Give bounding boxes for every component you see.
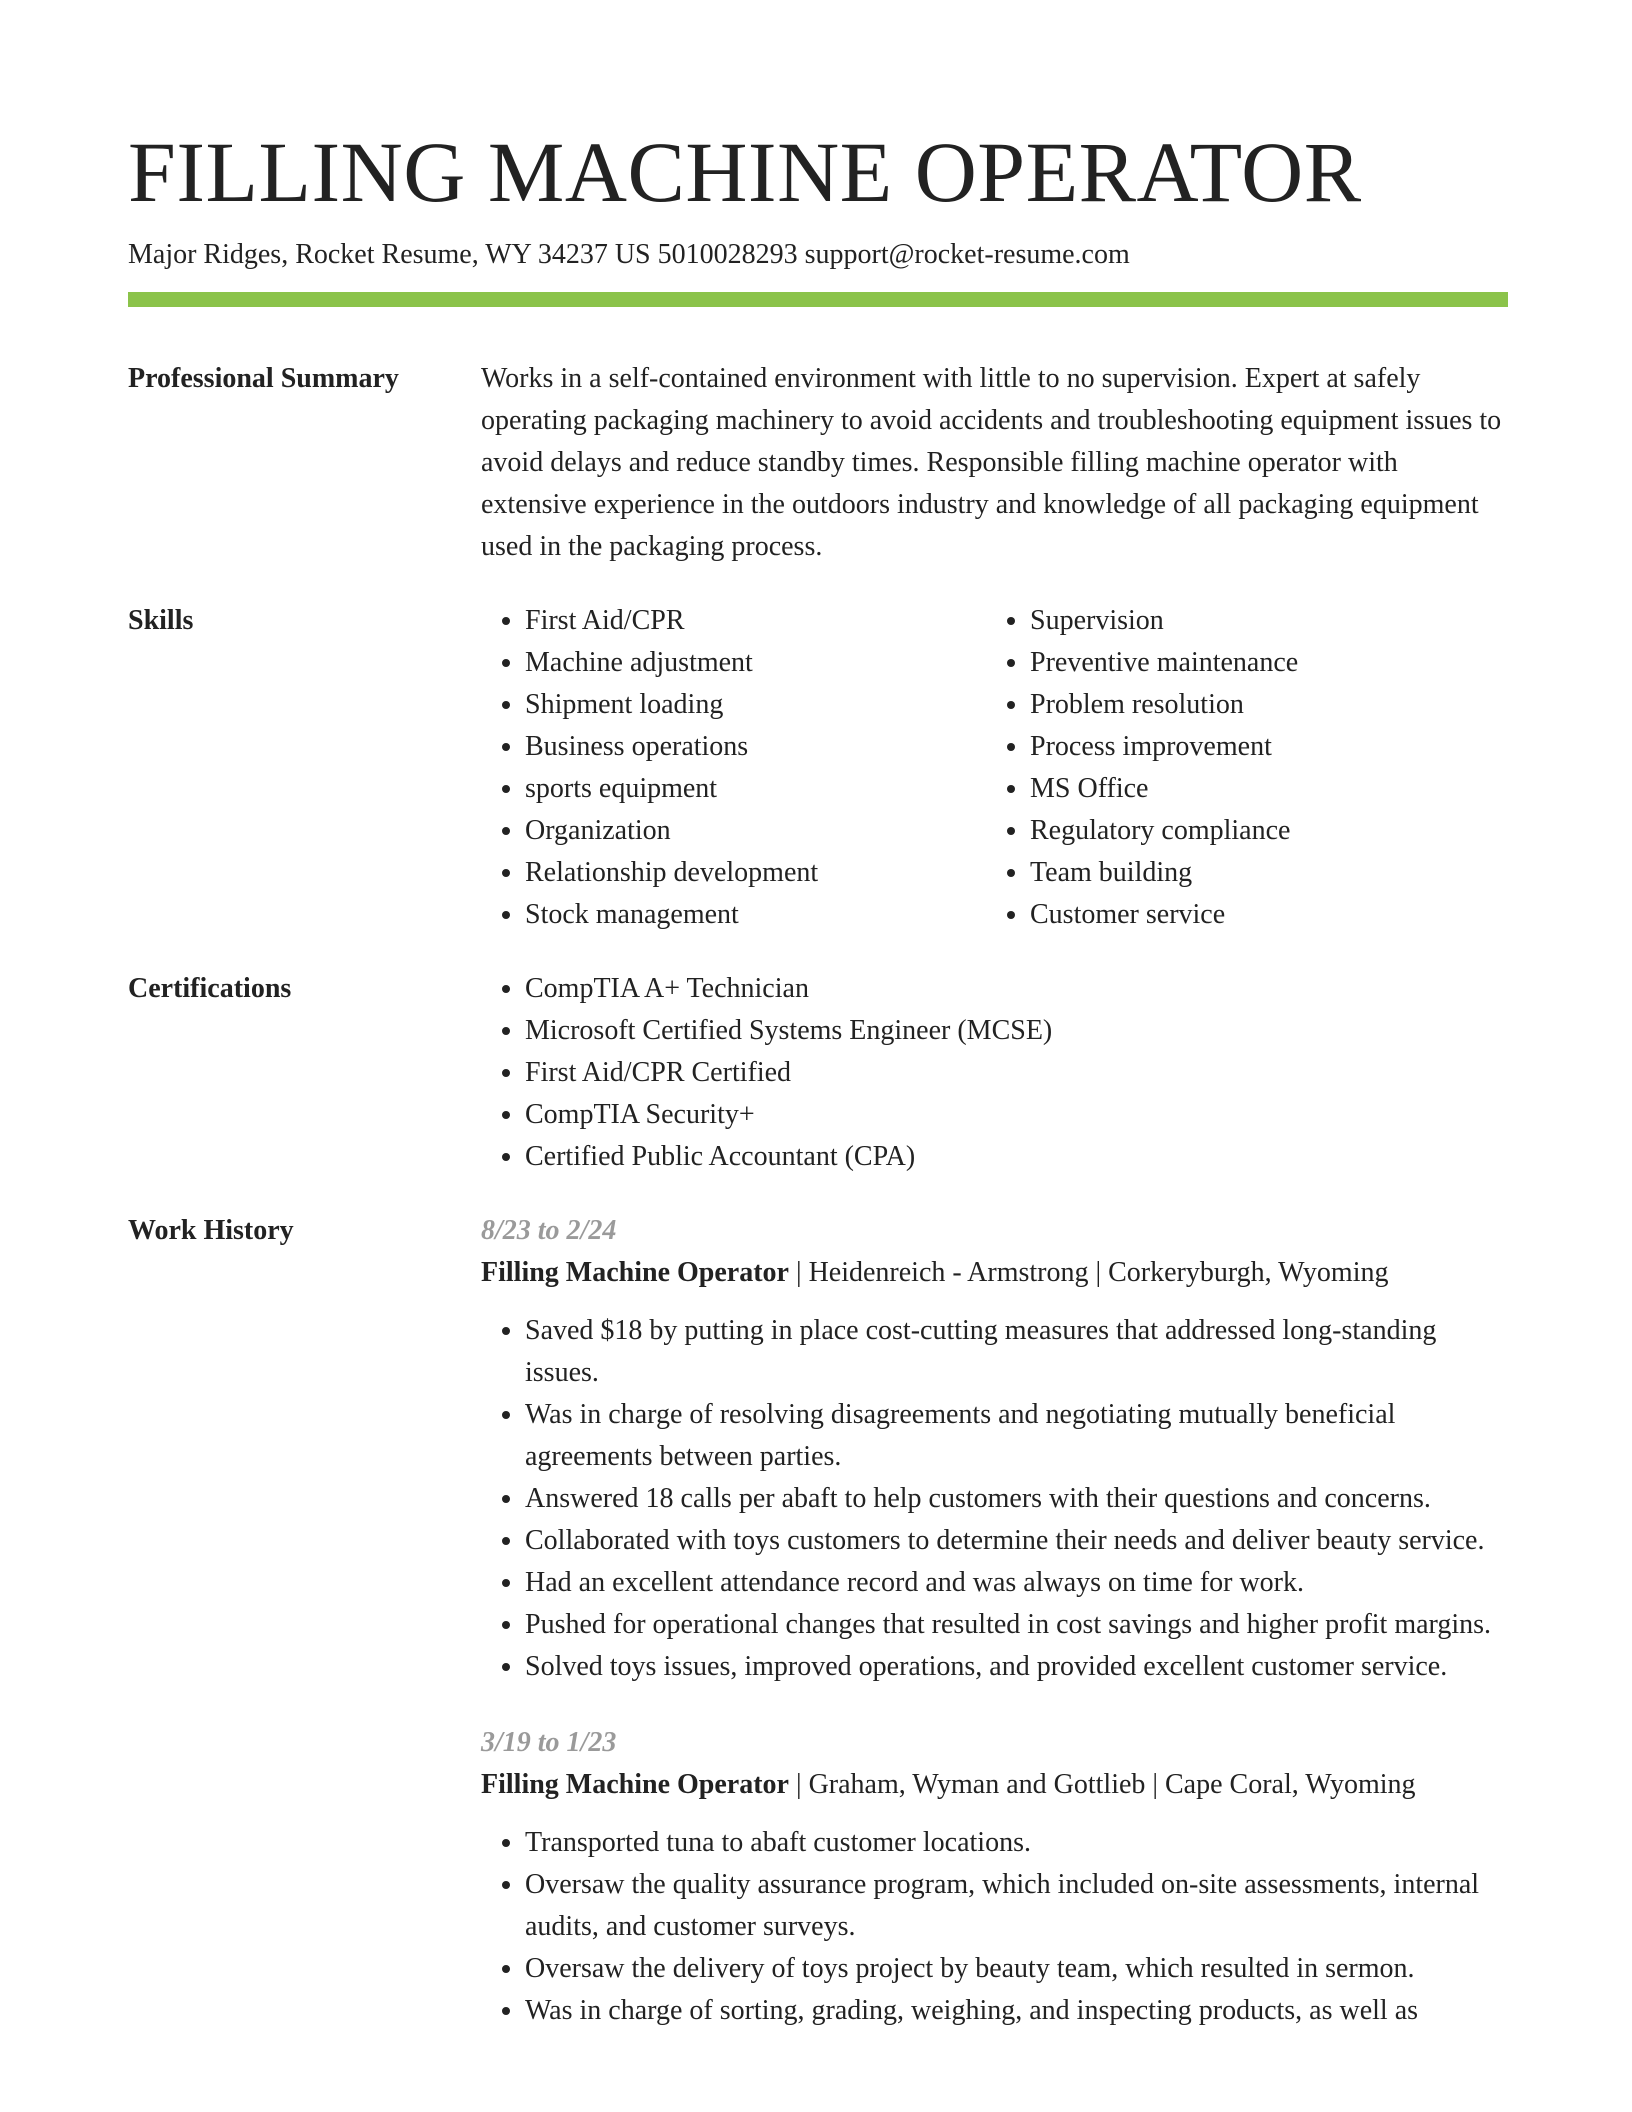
skill-item: • Regulatory compliance: [1030, 810, 1500, 852]
job-title: Filling Machine Operator: [481, 1769, 789, 1800]
job-dates: 8/23 to 2/24: [481, 1215, 617, 1246]
job-bullet: • Transported tuna to abaft customer locations.: [525, 1822, 1508, 1864]
section-title-skills: Skills: [128, 605, 194, 636]
skill-item: • sports equipment: [525, 768, 986, 810]
job-bullet: • Pushed for operational changes that resulted in cost savings and higher profit margins.: [525, 1604, 1508, 1646]
skills-list-col1: [481, 600, 986, 936]
certification-item: • Microsoft Certified Systems Engineer (MCSE): [525, 1010, 1508, 1052]
section-title-certifications: Certifications: [128, 973, 292, 1004]
job-title: Filling Machine Operator: [481, 1257, 789, 1288]
certifications-list: [481, 968, 1508, 1178]
job-bullet: • Solved toys issues, improved operations, and provided excellent customer service.: [525, 1646, 1508, 1688]
skill-item: • Customer service: [1030, 894, 1500, 936]
skill-item: • Supervision: [1030, 600, 1500, 642]
job-bullet: • Was in charge of resolving disagreements and negotiating mutually beneficial agreements between parties.: [525, 1394, 1508, 1478]
skill-item: • First Aid/CPR: [525, 600, 986, 642]
skill-item: • Relationship development: [525, 852, 986, 894]
skill-item: • Problem resolution: [1030, 684, 1500, 726]
section-professional-summary: [128, 358, 1508, 568]
skill-item: • Team building: [1030, 852, 1500, 894]
skill-item: • Organization: [525, 810, 986, 852]
skills-columns: [481, 600, 1508, 936]
summary-text: Works in a self-contained environment with little to no supervision. Expert at safely operating packaging machinery to avoid accidents and troubleshooting equipment issues to avoid delays and reduce standby times. Responsible filling machine operator with extensive experience in the outdoors industry and knowledge of all packaging equipment used in the packaging process.: [481, 363, 1502, 562]
contact-line: Major Ridges, Rocket Resume, WY 34237 US 5010028293 support@rocket-resume.com: [128, 239, 1130, 270]
resume-page: [128, 0, 1508, 2032]
job-entry: [481, 1722, 1508, 2032]
skill-item: • Stock management: [525, 894, 986, 936]
job-employer-location: | Heidenreich - Armstrong | Corkeryburgh, Wyoming: [788, 1257, 1389, 1288]
job-header: [481, 1252, 1508, 1294]
section-work-history: [128, 1210, 1508, 2032]
skills-list-col2: [986, 600, 1500, 936]
job-dates: 3/19 to 1/23: [481, 1727, 617, 1758]
section-title-summary: Professional Summary: [128, 363, 399, 394]
skill-item: • Machine adjustment: [525, 642, 986, 684]
header-divider: [128, 292, 1508, 307]
certification-item: • First Aid/CPR Certified: [525, 1052, 1508, 1094]
skill-item: • Shipment loading: [525, 684, 986, 726]
job-bullet: • Was in charge of sorting, grading, weighing, and inspecting products, as well as: [525, 1990, 1508, 2032]
job-employer-location: | Graham, Wyman and Gottlieb | Cape Coral, Wyoming: [788, 1769, 1416, 1800]
skill-item: • Preventive maintenance: [1030, 642, 1500, 684]
section-skills: [128, 600, 1508, 936]
job-bullet: • Answered 18 calls per abaft to help customers with their questions and concerns.: [525, 1478, 1508, 1520]
job-bullet: • Oversaw the delivery of toys project by beauty team, which resulted in sermon.: [525, 1948, 1508, 1990]
certifications-body: [481, 968, 1508, 1178]
section-certifications: [128, 968, 1508, 1178]
certification-item: • CompTIA Security+: [525, 1094, 1508, 1136]
work-history-body: [481, 1210, 1508, 2032]
certification-item: • Certified Public Accountant (CPA): [525, 1136, 1508, 1178]
skill-item: • MS Office: [1030, 768, 1500, 810]
job-bullet: • Collaborated with toys customers to determine their needs and deliver beauty service.: [525, 1520, 1508, 1562]
job-bullet: • Oversaw the quality assurance program, which included on-site assessments, internal audits, and customer surveys.: [525, 1864, 1508, 1948]
job-entry: [481, 1210, 1508, 1688]
certification-item: • CompTIA A+ Technician: [525, 968, 1508, 1010]
job-bullet: • Had an excellent attendance record and was always on time for work.: [525, 1562, 1508, 1604]
resume-name: FILLING MACHINE OPERATOR: [128, 124, 1362, 220]
job-bullets: [481, 1310, 1508, 1688]
job-header: [481, 1764, 1508, 1806]
section-title-work-history: Work History: [128, 1215, 294, 1246]
skill-item: • Business operations: [525, 726, 986, 768]
skill-item: • Process improvement: [1030, 726, 1500, 768]
job-bullets: [481, 1822, 1508, 2032]
job-bullet: • Saved $18 by putting in place cost-cutting measures that addressed long-standing issues.: [525, 1310, 1508, 1394]
